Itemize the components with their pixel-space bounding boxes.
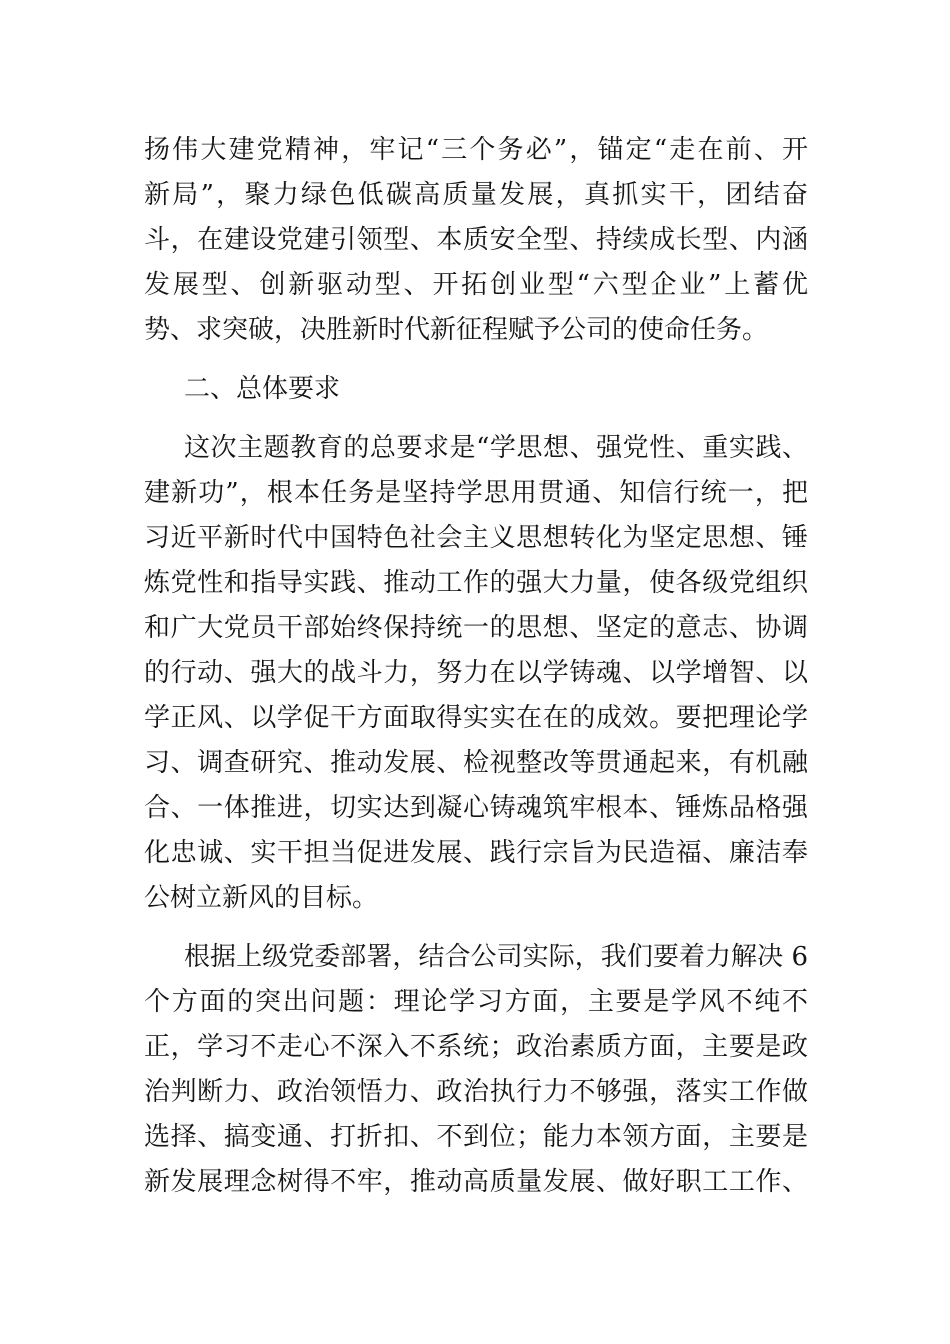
- section-heading: 二、总体要求: [184, 374, 341, 404]
- text-line: 新发展理念树得不牢，推动高质量发展、做好职工工作、: [144, 1167, 808, 1197]
- text-line: 化忠诚、实干担当促进发展、践行宗旨为民造福、廉洁奉: [144, 838, 808, 868]
- text-line: 个方面的突出问题：理论学习方面，主要是学风不纯不: [144, 987, 808, 1017]
- text-line: 新局”，聚力绿色低碳高质量发展，真抓实干，团结奋: [144, 180, 808, 210]
- text-line: 学正风、以学促干方面取得实实在在的成效。要把理论学: [144, 703, 808, 733]
- text-line: 的行动、强大的战斗力，努力在以学铸魂、以学增智、以: [144, 658, 808, 688]
- paragraph-3: [144, 935, 808, 1205]
- text-line: 公树立新风的目标。: [144, 883, 379, 913]
- text-line: 斗，在建设党建引领型、本质安全型、持续成长型、内涵: [144, 225, 808, 255]
- text-line: 根据上级党委部署，结合公司实际，我们要着力解决 6: [184, 942, 808, 972]
- document-body: [144, 128, 808, 1219]
- paragraph-1: [144, 128, 808, 353]
- text-line: 势、求突破，决胜新时代新征程赋予公司的使命任务。: [144, 315, 769, 345]
- text-line: 这次主题教育的总要求是“学思想、强党性、重实践、: [184, 433, 808, 463]
- text-line: 和广大党员干部始终保持统一的思想、坚定的意志、协调: [144, 613, 808, 643]
- text-line: 习、调查研究、推动发展、检视整改等贯通起来，有机融: [144, 748, 808, 778]
- text-line: 炼党性和指导实践、推动工作的强大力量，使各级党组织: [144, 568, 808, 598]
- text-line: 扬伟大建党精神，牢记“三个务必”，锚定“走在前、开: [144, 135, 808, 165]
- text-line: 治判断力、政治领悟力、政治执行力不够强，落实工作做: [144, 1077, 808, 1107]
- text-line: 合、一体推进，切实达到凝心铸魂筑牢根本、锤炼品格强: [144, 793, 808, 823]
- text-line: 选择、搞变通、打折扣、不到位；能力本领方面，主要是: [144, 1122, 808, 1152]
- text-line: 发展型、创新驱动型、开拓创业型“六型企业”上蓄优: [144, 270, 808, 300]
- text-line: 正，学习不走心不深入不系统；政治素质方面，主要是政: [144, 1032, 808, 1062]
- paragraph-2: [144, 426, 808, 921]
- text-line: 建新功”，根本任务是坚持学思用贯通、知信行统一，把: [144, 478, 808, 508]
- text-line: 习近平新时代中国特色社会主义思想转化为坚定思想、锤: [144, 523, 808, 553]
